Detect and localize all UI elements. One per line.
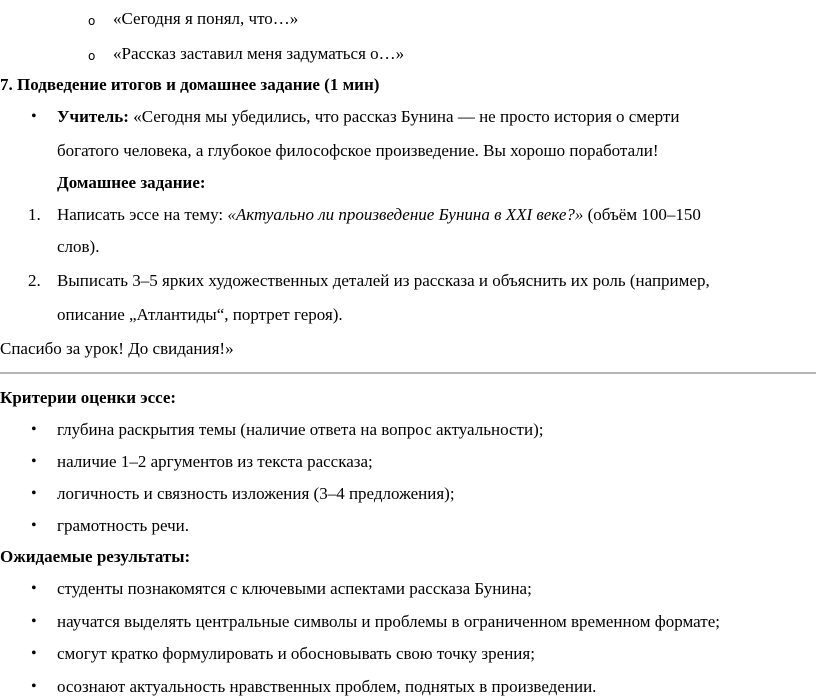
dot-bullet-icon: • [31,580,37,597]
essay-topic: «Актуально ли произведение Бунина в XXI веке?» [227,205,584,224]
dot-bullet-icon: • [31,485,37,502]
dot-bullet-icon: • [31,613,37,630]
section-heading: 7. Подведение итогов и домашнее задание (1 мин) [0,75,380,94]
dot-bullet-icon: • [31,108,37,125]
dot-bullet-icon: • [31,678,37,695]
circle-bullet-icon: o [88,14,96,28]
dot-bullet-icon: • [31,517,37,534]
horizontal-divider [0,372,816,374]
criteria-heading: Критерии оценки эссе: [0,388,177,407]
dot-bullet-icon: • [31,645,37,662]
dot-bullet-icon: • [31,453,37,470]
document-page: o «Сегодня я понял, что…» o «Рассказ заставил меня задуматься о…» 7. Подведение итогов и домашнее задание (1 мин) • Учитель: «Сегодня мы убедились, что рассказ Бунина — не просто история о смерти богатого человека, а глубокое философское произведение. Вы хорошо поработали! Домашнее задание: 1. Написать эссе на тему: «Актуально ли произведение Бунина в XXI веке?» (объём 100–150 слов). 2. Выписать 3–5 ярких художественных деталей из рассказа и объяснить их роль (например, описание „Атлантиды“, портрет героя). Спасибо за урок! До свидания!» Критерии оценки эссе: • глубина раскрытия темы (наличие ответа на вопрос актуальности); • наличие 1–2 аргументов из текста рассказа; • логичность и связность изложения (3–4 предложения); • грамотность речи. Ожидаемые результаты: • студенты познакомятся с ключевыми аспектами рассказа Бунина; • научатся выделять центральные символы и проблемы в ограниченном временном формате; • смогут кратко формулировать и обосновывать свою точку зрения; • осознают актуальность нравственных проблем, поднятых в произведении. [0,0,816,696]
circle-bullet-icon: o [88,49,96,63]
teacher-label: Учитель: [57,107,129,126]
closing-line: Спасибо за урок! До свидания!» [0,339,234,358]
dot-bullet-icon: • [31,421,37,438]
results-heading: Ожидаемые результаты: [0,547,191,566]
